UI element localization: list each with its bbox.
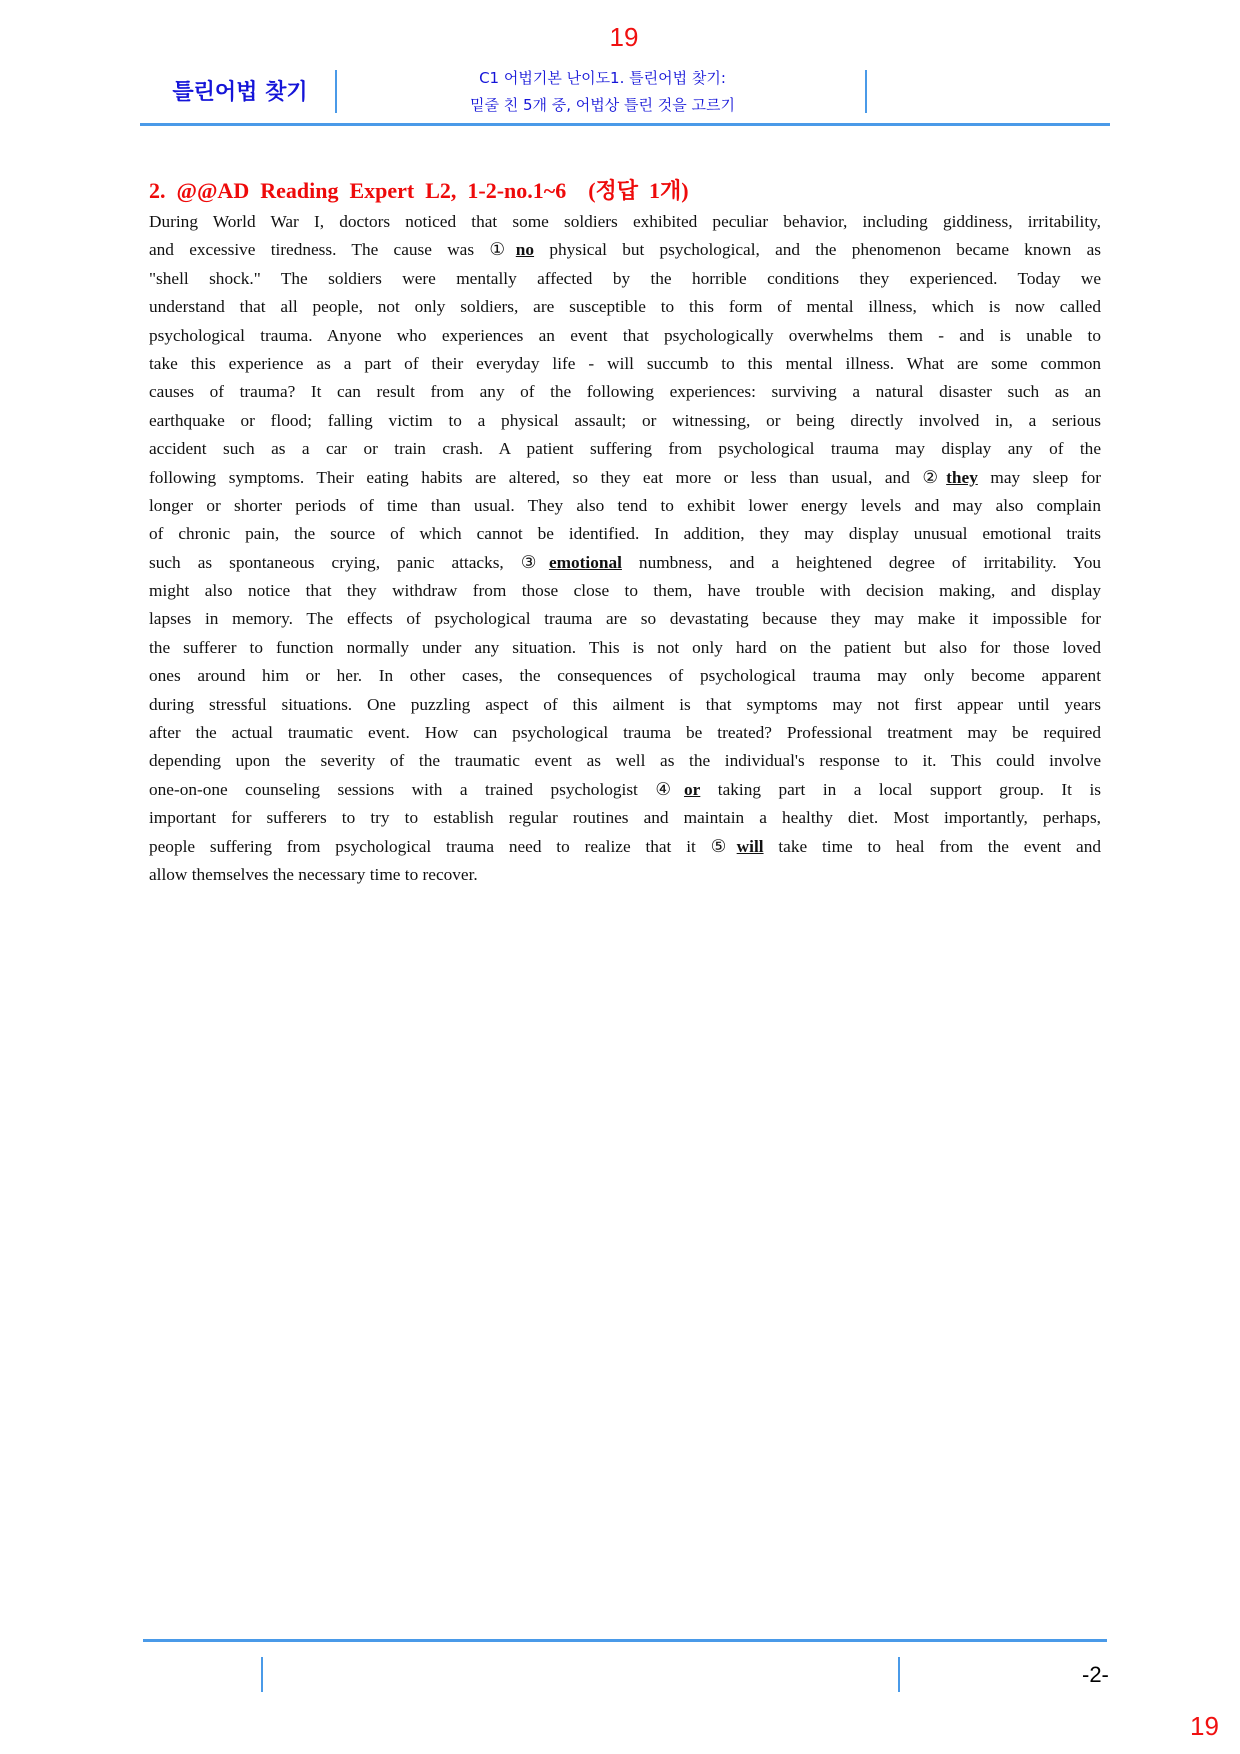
passage-text: numbness, and a heightened degree of irritability. You (621, 552, 1101, 572)
passage-line (149, 833, 1101, 861)
passage-text: may sleep for (977, 467, 1101, 487)
underlined-choice: no (515, 240, 535, 260)
passage-text: the sufferer to function normally under any situation. This is not only hard on the patient but also for those loved (149, 637, 1101, 657)
passage-text: following symptoms. Their eating habits are altered, so they eat more or less than usual, and (149, 467, 923, 487)
passage-line (149, 605, 1101, 633)
footer-divider-right (898, 1657, 900, 1692)
passage-line (149, 520, 1101, 548)
passage-body (149, 208, 1101, 889)
passage-text: psychological trauma. Anyone who experiences an event that psychologically overwhelms them - and is unable to (149, 325, 1101, 345)
passage-text: important for sufferers to try to establish regular routines and maintain a healthy diet. Most importantly, perhaps, (149, 808, 1101, 828)
passage-line (149, 549, 1101, 577)
passage-line (149, 322, 1101, 350)
page-number-bottom: 19 (1190, 1711, 1219, 1741)
header-left-title: 틀린어법 찾기 (172, 80, 308, 105)
underlined-choice: will (736, 836, 764, 856)
passage-text: one-on-one counseling sessions with a trained psychologist (149, 779, 656, 799)
passage-text: physical but psychological, and the phenomenon became known as (534, 240, 1101, 260)
header-center-line-2: 밑줄 친 5개 중, 어법상 틀린 것을 고르기 (469, 96, 736, 114)
header-center-title (380, 65, 825, 119)
passage-line (149, 861, 1101, 889)
passage-line (149, 719, 1101, 747)
page-number-top: 19 (609, 22, 639, 52)
passage-line (149, 492, 1101, 520)
underlined-choice: they (946, 467, 978, 487)
passage-line (149, 691, 1101, 719)
passage-text: ones around him or her. In other cases, the consequences of psychological trauma may only become apparent (149, 666, 1101, 686)
passage-text: and excessive tiredness. The cause was (149, 240, 490, 260)
passage-text: accident such as a car or train crash. A patient suffering from psychological trauma may display any of the (149, 439, 1101, 459)
passage-line (149, 236, 1101, 264)
footer-rule (143, 1639, 1107, 1642)
passage-line (149, 208, 1101, 236)
passage-text: take time to heal from the event and (763, 836, 1102, 856)
passage-text: take this experience as a part of their everyday life - will succumb to this mental illness. What are some common (149, 353, 1101, 373)
passage-text: such as spontaneous crying, panic attacks, (149, 552, 521, 572)
footer-divider-left (261, 1657, 263, 1692)
passage-text: of chronic pain, the source of which cannot be identified. In addition, they may display unusual emotional traits (149, 524, 1101, 544)
passage-text: ⑤ (710, 836, 737, 856)
header-rule (140, 123, 1110, 126)
passage-text: causes of trauma? It can result from any of the following experiences: surviving a natural disaster such as an (149, 382, 1101, 402)
passage-line (149, 265, 1101, 293)
passage-text: lapses in memory. The effects of psychological trauma are so devastating because they may make it impossible for (149, 609, 1101, 629)
passage-line (149, 577, 1101, 605)
passage-line (149, 407, 1101, 435)
passage-line (149, 776, 1101, 804)
passage-line (149, 293, 1101, 321)
passage-line (149, 747, 1101, 775)
passage-text: taking part in a local support group. It is (700, 779, 1101, 799)
passage-text: During World War I, doctors noticed that some soldiers exhibited peculiar behavior, including giddiness, irritability, (149, 212, 1101, 231)
passage-text: understand that all people, not only soldiers, are susceptible to this form of mental illness, which is now called (149, 297, 1101, 317)
passage-text: after the actual traumatic event. How can psychological trauma be treated? Professional treatment may be required (149, 723, 1101, 743)
footer-page-label: -2- (1082, 1662, 1109, 1687)
passage-text: ① (489, 240, 516, 260)
passage-text: depending upon the severity of the traumatic event as well as the individual's response to it. This could involve (149, 751, 1101, 771)
passage-text: during stressful situations. One puzzling aspect of this ailment is that symptoms may not first appear until years (149, 694, 1101, 714)
header-center-line-1: C1 어법기본 난이도1. 틀린어법 찾기: (479, 69, 726, 87)
passage-line (149, 662, 1101, 690)
passage-text: "shell shock." The soldiers were mentally affected by the horrible conditions they experienced. Today we (149, 268, 1101, 288)
passage-line (149, 634, 1101, 662)
passage-text: ② (922, 467, 947, 487)
header-divider-left (335, 70, 337, 113)
passage-text: might also notice that they withdraw from those close to them, have trouble with decision making, and display (149, 581, 1101, 601)
passage-text: allow themselves the necessary time to recover. (149, 864, 478, 884)
underlined-choice: or (684, 779, 701, 799)
passage-line (149, 435, 1101, 463)
passage-text: ③ (520, 552, 549, 572)
passage-line (149, 378, 1101, 406)
passage-line (149, 804, 1101, 832)
passage-line (149, 350, 1101, 378)
passage-text: longer or shorter periods of time than usual. They also tend to exhibit lower energy levels and may also complain (149, 495, 1101, 515)
passage-line (149, 464, 1101, 492)
passage-text: people suffering from psychological trauma need to realize that it (149, 836, 711, 856)
header-divider-right (865, 70, 867, 113)
passage-text: ④ (655, 779, 684, 799)
underlined-choice: emotional (548, 552, 622, 572)
question-heading: 2. @@AD Reading Expert L2, 1-2-no.1~6 (정답 1개) (149, 178, 689, 203)
passage-text: earthquake or flood; falling victim to a physical assault; or witnessing, or being directly involved in, a serious (149, 410, 1101, 430)
